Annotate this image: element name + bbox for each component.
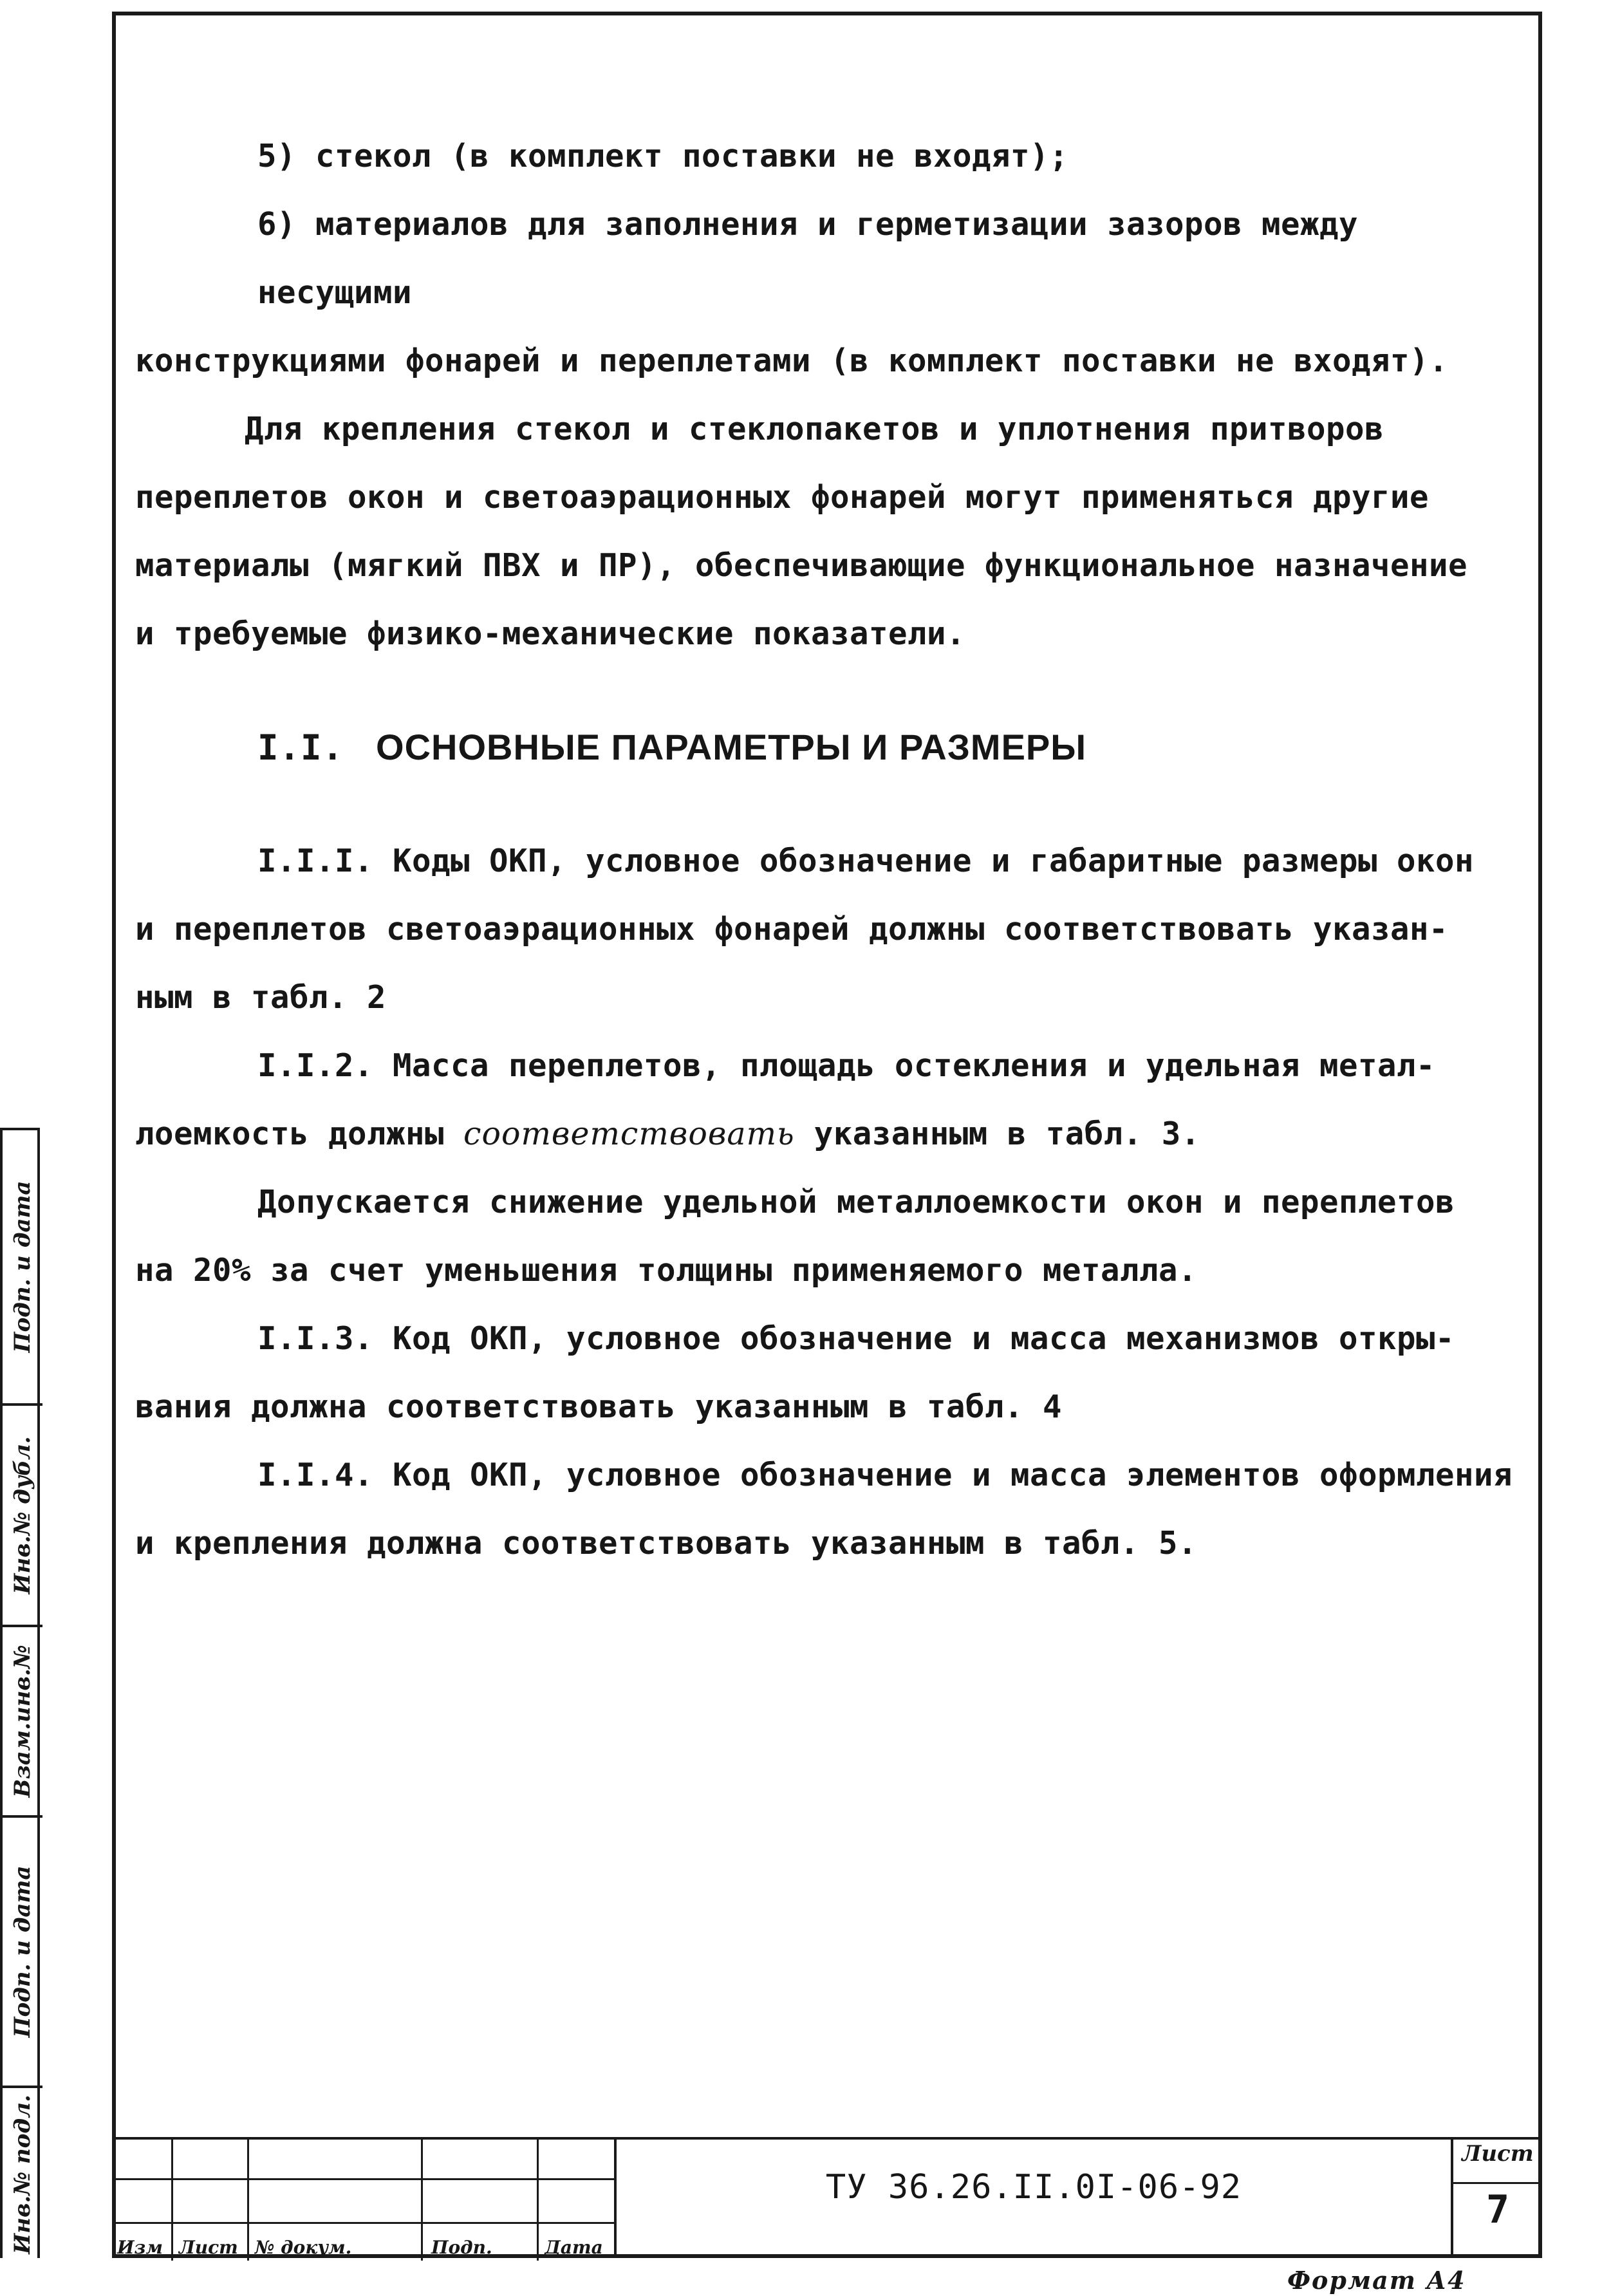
paragraph-fastening-line1: Для крепления стекол и стеклопакетов и уплотнения притворов xyxy=(245,411,1384,447)
title-block xyxy=(112,2137,1542,2258)
stamp-cell-sign-date-1 xyxy=(3,1130,42,1406)
stamp-cell-dup-inv xyxy=(3,1406,42,1627)
paragraph-allowance-line1: Допускается снижение удельной металлоемкости окон и переплетов xyxy=(257,1184,1455,1220)
header-date: Дата xyxy=(545,2237,603,2258)
section-heading xyxy=(135,713,1532,782)
paragraph-6-line2: конструкциями фонарей и переплетами (в комплект поставки не входят). xyxy=(135,342,1449,379)
sheet-cell xyxy=(1451,2137,1542,2258)
grid-row-line xyxy=(112,2222,614,2224)
archive-stamp-column xyxy=(0,1128,40,2258)
grid-col-line xyxy=(171,2140,173,2261)
clause-1-1-1-line1: I.I.I. Коды ОКП, условное обозначение и габаритные размеры окон xyxy=(257,843,1475,879)
section-number: I.I. xyxy=(257,727,344,768)
paragraph-6-line1: 6) материалов для заполнения и герметизации зазоров между несущими xyxy=(257,206,1359,311)
handwritten-correction: соответствовать xyxy=(463,1115,795,1152)
paragraph-allowance-line2: на 20% за счет уменьшения толщины применяемого металла. xyxy=(135,1252,1198,1289)
format-note: Формат А4 xyxy=(1287,2266,1466,2295)
document-code-cell xyxy=(614,2137,1451,2258)
clause-1-1-2-start: лоемкость должны xyxy=(135,1115,464,1152)
sheet-label: Лист xyxy=(1453,2141,1542,2184)
grid-col-line xyxy=(537,2140,539,2261)
paragraph-fastening-line4: и требуемые физико-механические показатели. xyxy=(135,615,966,652)
stamp-cell-replace-inv xyxy=(3,1627,42,1818)
document-code: ТУ 36.26.II.0I-06-92 xyxy=(825,2168,1242,2207)
clause-1-1-2-line2 xyxy=(135,1100,1532,1168)
stamp-cell-sign-date-2 xyxy=(3,1818,42,2088)
clause-1-1-2-line1: I.I.2. Масса переплетов, площадь остекления и удельная метал- xyxy=(257,1047,1436,1084)
header-change: Изм xyxy=(117,2237,163,2258)
stamp-label: Инв.№ подл. xyxy=(10,2095,35,2254)
paragraph-5: 5) стекол (в комплект поставки не входят); xyxy=(257,138,1069,174)
grid-col-line xyxy=(247,2140,249,2261)
paragraph-fastening-line3: материалы (мягкий ПВХ и ПР), обеспечивающие функциональное назначение xyxy=(135,547,1468,584)
revision-grid xyxy=(112,2137,614,2261)
paragraph-fastening-line2: переплетов окон и светоаэрационных фонарей могут применяться другие xyxy=(135,479,1429,516)
grid-col-line xyxy=(421,2140,423,2261)
sheet-number: 7 xyxy=(1485,2187,1510,2232)
clause-1-1-1-line3: ным в табл. 2 xyxy=(135,979,387,1016)
stamp-label: Инв.№ дубл. xyxy=(10,1436,35,1594)
stamp-label: Взам.инв.№ xyxy=(10,1645,35,1798)
header-signature: Подп. xyxy=(431,2237,492,2258)
stamp-cell-orig-inv xyxy=(3,2088,42,2261)
section-title: ОСНОВНЫЕ ПАРАМЕТРЫ И РАЗМЕРЫ xyxy=(376,727,1087,767)
archive-stamp xyxy=(0,1128,112,2258)
grid-row-line xyxy=(112,2178,614,2180)
clause-1-1-3-line1: I.I.3. Код ОКП, условное обозначение и масса механизмов откры- xyxy=(257,1320,1455,1357)
clause-1-1-4-line2: и крепления должна соответствовать указанным в табл. 5. xyxy=(135,1525,1198,1562)
document-body xyxy=(135,122,1532,1578)
stamp-label: Подп. и дата xyxy=(10,1865,35,2038)
header-doc-number: № докум. xyxy=(255,2237,352,2258)
clause-1-1-4-line1: I.I.4. Код ОКП, условное обозначение и масса элементов оформления xyxy=(257,1457,1513,1493)
clause-1-1-3-line2: вания должна соответствовать указанным в табл. 4 xyxy=(135,1388,1063,1425)
clause-1-1-2-end: указанным в табл. 3. xyxy=(794,1115,1200,1152)
clause-1-1-1-line2: и переплетов светоаэрационных фонарей должны соответствовать указан- xyxy=(135,911,1449,947)
header-sheet: Лист xyxy=(179,2237,238,2258)
stamp-label: Подп. и дата xyxy=(10,1181,35,1353)
